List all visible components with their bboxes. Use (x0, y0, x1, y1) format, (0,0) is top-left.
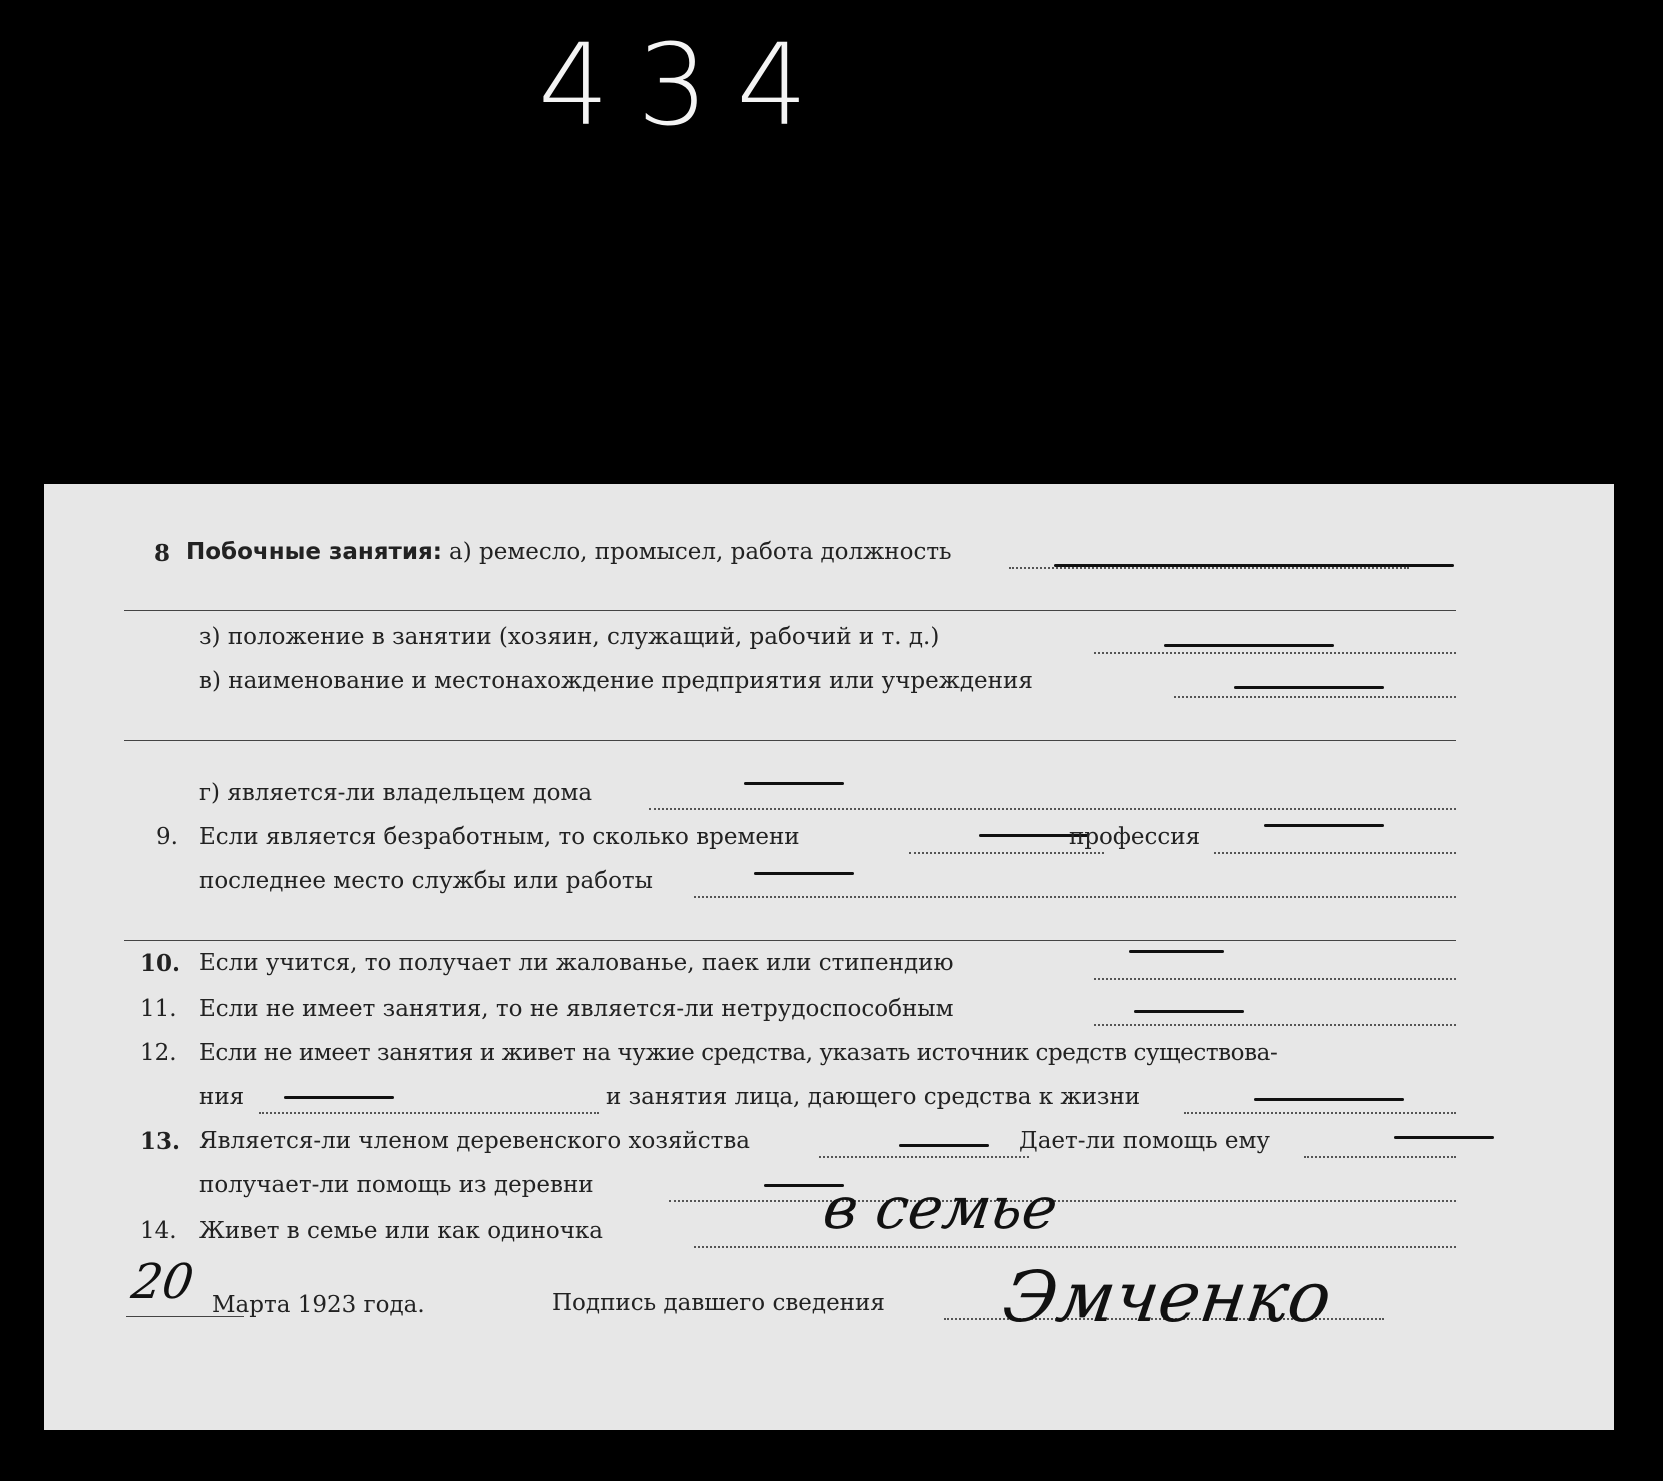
date-day: 20 (128, 1254, 198, 1310)
form-card (44, 484, 1614, 1430)
q9c-label: последнее место службы или работы (199, 868, 653, 894)
q12a-label: Если не имеет занятия и живет на чужие средства, указать источник средств существова- (199, 1040, 1278, 1066)
q8v-line-2 (124, 740, 1456, 741)
q10-number: 10. (140, 950, 181, 977)
q8g-line (649, 808, 1456, 810)
q9a-line (909, 852, 1104, 854)
q8b-answer-dash (1164, 644, 1334, 647)
q14-label: Живет в семье или как одиночка (199, 1218, 604, 1244)
q14-number: 14. (140, 1218, 177, 1244)
date-text: Марта 1923 года. (212, 1292, 425, 1318)
q12b-label: ния (199, 1084, 245, 1110)
q10-label: Если учится, то получает ли жалованье, паек или стипендию (199, 950, 954, 976)
q8b-label: з) положение в занятии (хозяин, служащий, рабочий и т. д.) (199, 624, 940, 650)
q11-label: Если не имеет занятия, то не является-ли нетрудоспособным (199, 996, 954, 1022)
q13b-line (1304, 1156, 1456, 1158)
q9b-line (1214, 852, 1456, 854)
q12b-line (259, 1112, 599, 1114)
q9b-label: профессия (1069, 824, 1201, 850)
q8a-line (1009, 567, 1409, 569)
q8g-label: г) является-ли владельцем дома (199, 780, 593, 806)
q8a-answer-dash (1054, 564, 1454, 567)
q13b-label: Дает-ли помощь ему (1019, 1128, 1270, 1154)
sheet-number: 434 (538, 21, 836, 151)
signature-label: Подпись давшего сведения (552, 1290, 885, 1316)
q10-line (1094, 978, 1456, 980)
q8-title: Побочные занятия: (186, 539, 442, 565)
q13a-label: Является-ли членом деревенского хозяйства (199, 1128, 750, 1154)
q8v-label: в) наименование и местонахождение предприятия или учреждения (199, 668, 1033, 694)
q11-answer-dash (1134, 1010, 1244, 1013)
q9a-label: Если является безработным, то сколько времени (199, 824, 800, 850)
q12-number: 12. (140, 1040, 177, 1066)
q12b-answer-dash (284, 1096, 394, 1099)
q13a-line (819, 1156, 1029, 1158)
q12c-answer-dash (1254, 1098, 1404, 1101)
q13c-line (669, 1200, 1456, 1202)
q9c-line-2 (124, 940, 1456, 941)
q13-number: 13. (140, 1128, 181, 1155)
q8v-line (1174, 696, 1456, 698)
q13a-answer-dash (899, 1144, 989, 1147)
q8v-answer-dash (1234, 686, 1384, 689)
q12c-line (1184, 1112, 1456, 1114)
q14-line (694, 1246, 1456, 1248)
q13b-answer-dash (1394, 1136, 1494, 1139)
q11-number: 11. (140, 996, 177, 1022)
q14-handwritten-answer: в семье (819, 1174, 1062, 1242)
q8b-line (1094, 652, 1456, 654)
q8-number: 8 (154, 540, 171, 567)
q12c-label: и занятия лица, дающего средства к жизни (606, 1084, 1141, 1110)
q8a-line-2 (124, 610, 1456, 611)
q11-line (1094, 1024, 1456, 1026)
q9-extra-dash (754, 872, 854, 875)
q9b-answer-dash (1264, 824, 1384, 827)
q13c-label: получает-ли помощь из деревни (199, 1172, 594, 1198)
q8a-label: а) ремесло, промысел, работа должность (449, 539, 952, 565)
q9c-line (694, 896, 1456, 898)
signature: Эмченко (998, 1256, 1337, 1338)
q10-answer-dash (1129, 950, 1224, 953)
q9-number: 9. (156, 824, 178, 850)
q8g-answer-dash (744, 782, 844, 785)
